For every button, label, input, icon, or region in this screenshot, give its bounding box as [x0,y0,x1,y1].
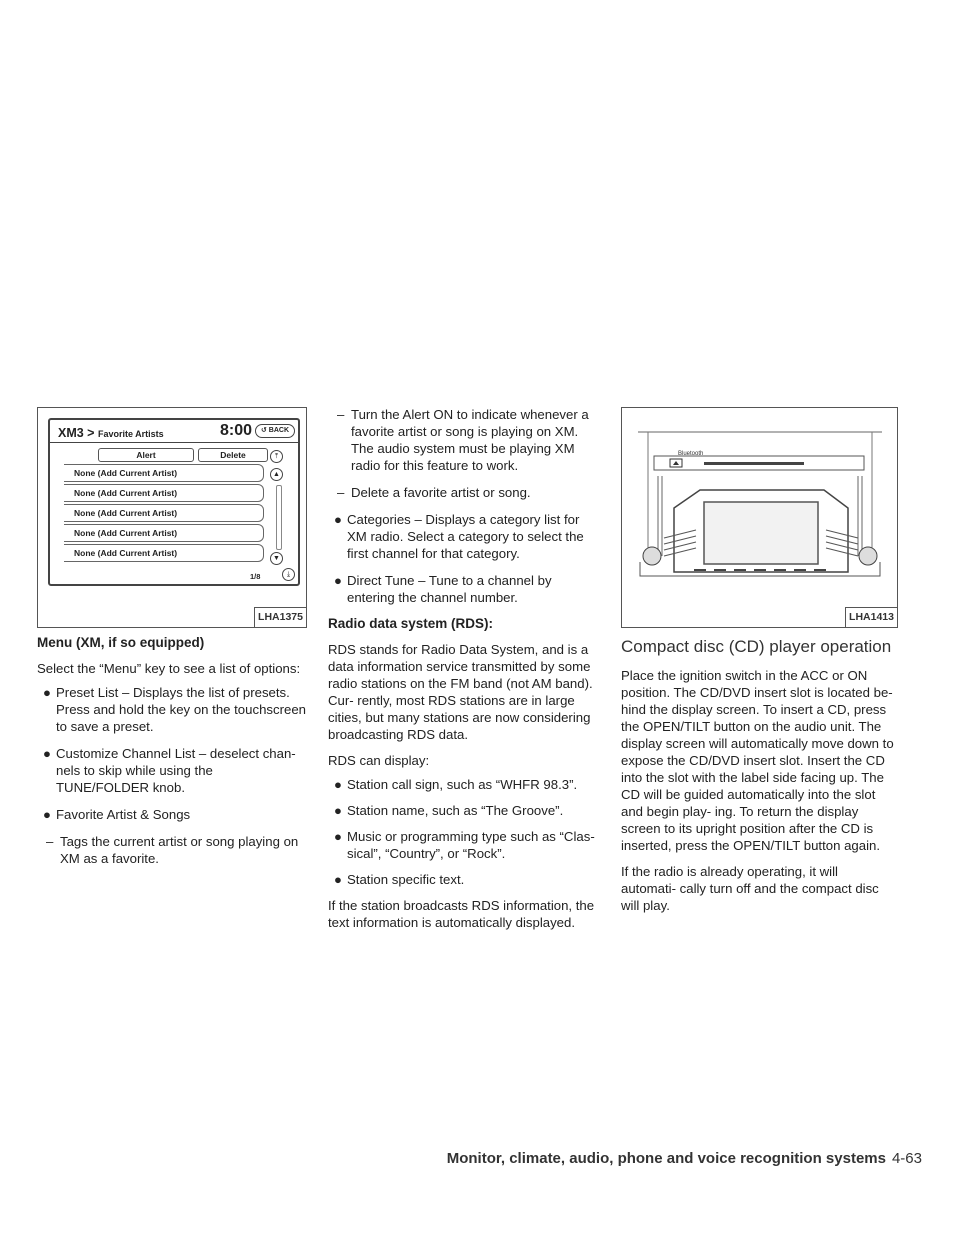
menu-section [37,634,307,867]
bullet-icon: ● [43,685,51,700]
bullet-icon: ● [334,573,342,588]
page-indicator: 1/8 [250,572,261,581]
bullet-icon: ● [334,777,342,792]
dash-marker: – [337,485,345,500]
scroll-up-icon: ▲ [270,468,283,481]
list-item: – Turn the Alert ON to indicate whenever a favorite artist or song is playing on XM. The audio system must be playing XM radio for this feature to work. [337,407,589,473]
list-item: ● Preset List – Displays the list of presets. Press and hold the key on the touchscreen to save a preset. [43,685,306,734]
list-item: – Delete a favorite artist or song. [337,485,531,500]
list-item: None (Add Current Artist) [64,464,264,482]
paragraph: RDS can display: [328,753,430,768]
list-item: ● Station name, such as “The Groove”. [334,803,564,818]
dash-marker: – [337,407,345,422]
paragraph: Place the ignition switch in the ACC or ON position. The CD/DVD insert slot is located be- hind the display screen. To insert a CD, press the OPEN/TILT button on the audio unit. The display screen will automatically move down to expose the CD/DVD insert slot. Insert the CD into the slot with the label side facing up. The CD will be guided automatically into the slot and begin play- ing. To return the display screen to its upright position after the CD is inserted, press the OPEN/TILT button again. [621,668,894,853]
screen-divider [50,442,298,443]
list-item: ● Music or programming type such as “Clas- sical”, “Country”, or “Rock”. [334,829,595,861]
list-item: – Tags the current artist or song playing on XM as a favorite. [46,834,299,866]
list-item: ● Direct Tune – Tune to a channel by entering the channel number. [334,573,552,605]
list-item: ● Customize Channel List – deselect chan- nels to skip while using the TUNE/FOLDER knob. [43,746,296,795]
delete-button: Delete [198,448,268,462]
bullet-icon: ● [43,746,51,761]
artist-list [64,464,264,564]
scroll-bottom-icon: ⤓ [282,568,295,581]
list-item: ● Categories – Displays a category list for XM radio. Select a category to select the first channel for that category. [334,512,584,561]
bullet-icon: ● [334,803,342,818]
figure-label: LHA1413 [845,607,897,627]
figure-label: LHA1375 [254,607,306,627]
bullet-icon: ● [334,872,342,887]
section-heading: Radio data system (RDS): [328,616,494,631]
bullet-icon: ● [334,512,342,527]
list-item: ● Favorite Artist & Songs [43,807,191,822]
bluetooth-label: Bluetooth [678,451,704,457]
section-heading: Menu (XM, if so equipped) [37,635,205,650]
cd-section [621,638,896,914]
page-number: 4-63 [891,1150,922,1167]
screen-clock: 8:00 [220,422,253,439]
scroll-top-icon: ⤒ [270,450,283,463]
footer-section-title: Monitor, climate, audio, phone and voice recognition systems [446,1150,886,1167]
screen-title: XM3 > Favorite Artists [58,426,164,440]
alert-button: Alert [98,448,194,462]
list-item: None (Add Current Artist) [64,504,264,522]
menu-section-continued [328,406,602,931]
paragraph: RDS stands for Radio Data System, and is a data information service transmitted by some radio stations on the FM band (not AM band). Cur- rently, most RDS stations are in large cities, but many stations are now considering broadcasting RDS data. [328,642,593,742]
paragraph: If the station broadcasts RDS information, the text information is automatically displayed. [328,898,595,930]
paragraph: Select the “Menu” key to see a list of options: [37,661,301,676]
list-item: ● Station specific text. [334,872,465,887]
back-button: ↺ BACK [255,424,295,438]
xm-screen [48,418,300,586]
list-item: None (Add Current Artist) [64,524,264,542]
bullet-icon: ● [334,829,342,844]
cd-unit-illustration [634,430,886,582]
scroll-down-icon: ▼ [270,552,283,565]
list-item: ● Station call sign, such as “WHFR 98.3”. [334,777,578,792]
section-title: Compact disc (CD) player operation [621,637,892,656]
figure-xm-favorite-artists [37,407,307,628]
page-footer [447,1150,922,1167]
paragraph: If the radio is already operating, it will automati- cally turn off and the compact disc will play. [621,864,879,913]
scrollbar [276,485,282,550]
dash-marker: – [46,834,54,849]
list-item: None (Add Current Artist) [64,484,264,502]
bullet-icon: ● [43,807,51,822]
list-item: None (Add Current Artist) [64,544,264,562]
figure-cd-player [621,407,898,628]
